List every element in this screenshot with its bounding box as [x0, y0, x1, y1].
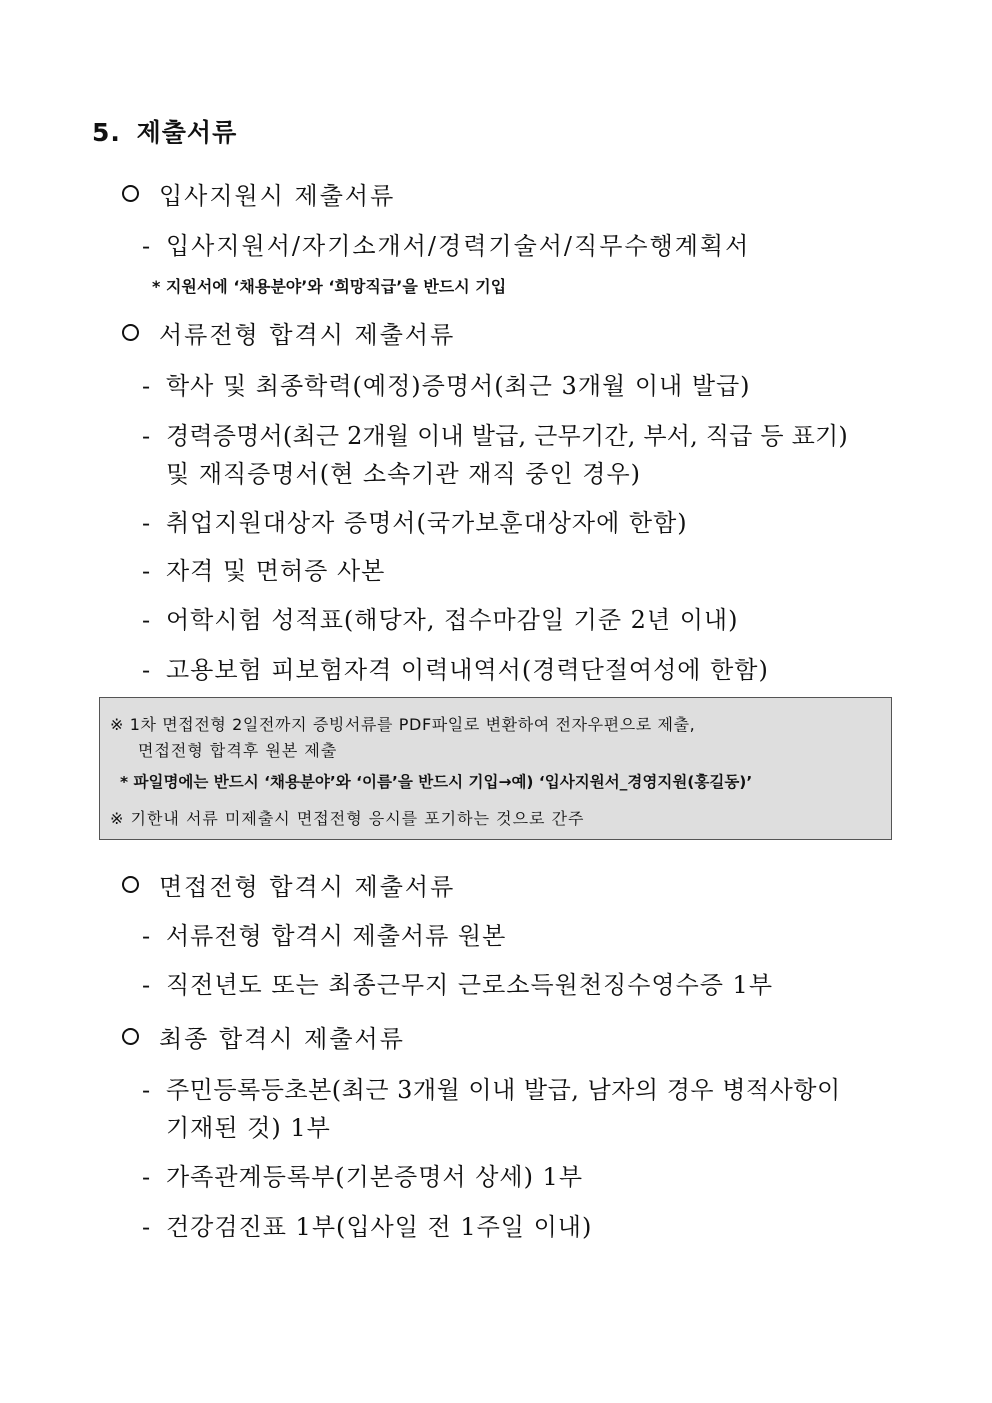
- dash-bullet: -: [142, 922, 152, 950]
- group4-item-1: [142, 1070, 841, 1105]
- group2-heading-text: 서류전형 합격시 제출서류: [159, 321, 456, 349]
- section-title-text: 제출서류: [136, 118, 238, 147]
- dash-bullet: -: [142, 1163, 152, 1191]
- notice-line-1: ※ 1차 면접전형 2일전까지 증빙서류를 PDF파일로 변환하여 전자우편으로 제출,: [110, 715, 696, 734]
- notice-line-2: 면접전형 합격후 원본 제출: [138, 741, 338, 760]
- group1-heading-text: 입사지원시 제출서류: [159, 182, 396, 210]
- dash-bullet: -: [142, 656, 152, 684]
- dash-bullet: -: [142, 557, 152, 585]
- dash-bullet: -: [142, 232, 153, 260]
- list-item-text: 자격 및 면허증 사본: [166, 557, 386, 585]
- section-title: [92, 113, 237, 149]
- group4-heading-text: 최종 합격시 제출서류: [159, 1025, 405, 1053]
- circle-bullet-icon: [122, 876, 139, 893]
- list-item-text: 건강검진표 1부(입사일 전 1주일 이내): [166, 1213, 593, 1241]
- group2-item-2-continuation: 및 재직증명서(현 소속기관 재직 중인 경우): [166, 460, 641, 488]
- notice-line-3: * 파일명에는 반드시 ‘채용분야’와 ‘이름’을 반드시 기입→예) ‘입사지원서_경영지원(홍길동)’: [120, 773, 753, 791]
- dash-bullet: -: [142, 422, 151, 450]
- group3-item-1: [142, 916, 506, 951]
- circle-bullet-icon: [122, 1028, 139, 1045]
- dash-bullet: -: [142, 1076, 151, 1104]
- group4-item-3: [142, 1207, 592, 1242]
- group2-item-4: [142, 551, 385, 586]
- notice-line-4: ※ 기한내 서류 미제출시 면접전형 응시를 포기하는 것으로 간주: [110, 809, 585, 828]
- group4-item-2: [142, 1157, 583, 1192]
- group3-item-2: [142, 965, 773, 1000]
- group2-heading: [122, 315, 455, 350]
- dash-bullet: -: [142, 971, 152, 999]
- group1-heading: [122, 176, 395, 211]
- list-item-text: 취업지원대상자 증명서(국가보훈대상자에 한함): [166, 509, 688, 537]
- dash-bullet: -: [142, 509, 152, 537]
- group2-item-1: [142, 366, 751, 401]
- group2-item-6: [142, 650, 769, 685]
- group2-item-2: [142, 416, 848, 451]
- list-item-text: 학사 및 최종학력(예정)증명서(최근 3개월 이내 발급): [166, 372, 751, 400]
- list-item-text: 고용보험 피보험자격 이력내역서(경력단절여성에 한함): [166, 656, 769, 684]
- group4-heading: [122, 1019, 405, 1054]
- circle-bullet-icon: [122, 324, 139, 341]
- group3-heading-text: 면접전형 합격시 제출서류: [159, 873, 456, 901]
- group3-heading: [122, 867, 455, 902]
- dash-bullet: -: [142, 1213, 152, 1241]
- list-item-text: 주민등록등초본(최근 3개월 이내 발급, 남자의 경우 병적사항이: [166, 1076, 841, 1104]
- list-item-text: 가족관계등록부(기본증명서 상세) 1부: [166, 1163, 584, 1191]
- notice-box: [99, 697, 892, 840]
- group2-item-3: [142, 503, 688, 538]
- dash-bullet: -: [142, 372, 152, 400]
- list-item-text: 서류전형 합격시 제출서류 원본: [166, 922, 507, 950]
- list-item-text: 입사지원서/자기소개서/경력기술서/직무수행계획서: [166, 232, 751, 260]
- section-number: 5.: [92, 118, 121, 147]
- circle-bullet-icon: [122, 185, 139, 202]
- list-item-text: 직전년도 또는 최종근무지 근로소득원천징수영수증 1부: [166, 971, 774, 999]
- dash-bullet: -: [142, 606, 152, 634]
- group1-item-1: [142, 226, 750, 261]
- list-item-text: 어학시험 성적표(해당자, 접수마감일 기준 2년 이내): [166, 606, 739, 634]
- list-item-text: 경력증명서(최근 2개월 이내 발급, 근무기간, 부서, 직급 등 표기): [166, 422, 848, 450]
- group2-item-5: [142, 600, 738, 635]
- group4-item-1-continuation: 기재된 것) 1부: [166, 1114, 331, 1142]
- group1-note: * 지원서에 ‘채용분야’와 ‘희망직급’을 반드시 기입: [152, 277, 507, 296]
